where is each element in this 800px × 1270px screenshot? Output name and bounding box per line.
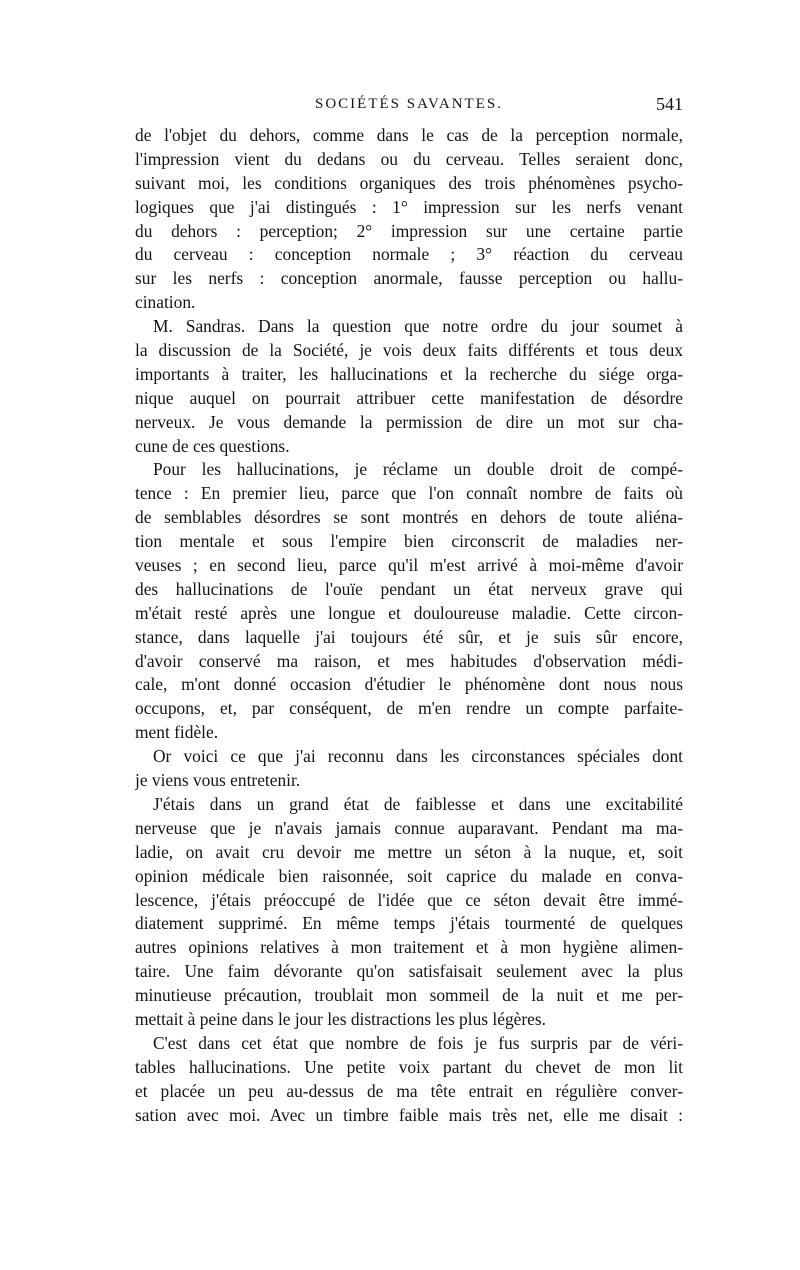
text-line: Or voici ce que j'ai reconnu dans les circonstances spéciales dont xyxy=(153,746,683,767)
text-line: sur les nerfs : conception anormale, fausse perception ou hallu- xyxy=(135,268,683,289)
text-line: C'est dans cet état que nombre de fois je fus surpris par de véri- xyxy=(153,1032,683,1053)
text-line: tion mentale et sous l'empire bien circonscrit de maladies ner- xyxy=(135,531,683,552)
text-line: m'était resté après une longue et douloureuse maladie. Cette circon- xyxy=(135,602,683,623)
text-line: la discussion de la Société, je vois deux faits différents et tous deux xyxy=(135,340,683,361)
text-line: taire. Une faim dévorante qu'on satisfaisait seulement avec la plus xyxy=(135,961,683,982)
text-line: nerveuse que je n'avais jamais connue auparavant. Pendant ma ma- xyxy=(135,817,683,838)
text-line: nique auquel on pourrait attribuer cette manifestation de désordre xyxy=(135,387,683,408)
text-line: je viens vous entretenir. xyxy=(135,770,301,791)
text-line: cale, m'ont donné occasion d'étudier le phénomène dont nous nous xyxy=(135,674,683,695)
text-line: de semblables désordres se sont montrés en dehors de toute aliéna- xyxy=(135,507,683,528)
text-line: lescence, j'étais préoccupé de l'idée que ce séton devait être immé- xyxy=(135,889,683,910)
text-line: tence : En premier lieu, parce que l'on connaît nombre de faits où xyxy=(135,483,683,504)
text-line: du cerveau : conception normale ; 3° réaction du cerveau xyxy=(135,244,683,265)
text-line: ment fidèle. xyxy=(135,722,219,743)
text-line: tables hallucinations. Une petite voix partant du chevet de mon lit xyxy=(135,1056,683,1077)
text-line: minutieuse précaution, troublait mon sommeil de la nuit et me per- xyxy=(135,985,683,1006)
text-line: des hallucinations de l'ouïe pendant un état nerveux grave qui xyxy=(135,578,683,599)
page-number: 541 xyxy=(656,94,683,114)
text-line: sation avec moi. Avec un timbre faible mais très net, elle me disait : xyxy=(135,1104,683,1125)
text-line: de l'objet du dehors, comme dans le cas de la perception normale, xyxy=(135,125,683,145)
text-line: cune de ces questions. xyxy=(135,435,290,456)
running-title: SOCIÉTÉS SAVANTES. xyxy=(315,96,503,112)
text-line: importants à traiter, les hallucinations et la recherche du siége orga- xyxy=(135,363,683,384)
text-line: ladie, on avait cru devoir me mettre un séton à la nuque, et, soit xyxy=(135,841,683,862)
text-line: veuses ; en second lieu, parce qu'il m'est arrivé à moi-même d'avoir xyxy=(135,555,683,576)
text-line: occupons, et, par conséquent, de m'en rendre un compte parfaite- xyxy=(135,698,683,719)
text-line: suivant moi, les conditions organiques des trois phénomènes psycho- xyxy=(135,172,683,193)
text-line: cination. xyxy=(135,292,196,313)
running-head xyxy=(135,92,683,116)
text-line: logiques que j'ai distingués : 1° impression sur les nerfs venant xyxy=(135,196,683,217)
text-line: l'impression vient du dedans ou du cerveau. Telles seraient donc, xyxy=(135,148,683,169)
text-line: opinion médicale bien raisonnée, soit caprice du malade en conva- xyxy=(135,865,683,886)
text-line: stance, dans laquelle j'ai toujours été sûr, et je suis sûr encore, xyxy=(135,626,683,647)
body-text xyxy=(135,124,683,1127)
text-line: et placée un peu au-dessus de ma tête entrait en régulière conver- xyxy=(135,1080,683,1101)
text-line: nerveux. Je vous demande la permission de dire un mot sur cha- xyxy=(135,411,683,432)
text-line: diatement supprimé. En même temps j'étais tourmenté de quelques xyxy=(135,913,683,934)
text-line: autres opinions relatives à mon traitement et à mon hygiène alimen- xyxy=(135,937,683,958)
text-line: M. Sandras. Dans la question que notre ordre du jour soumet à xyxy=(153,316,683,337)
text-line: Pour les hallucinations, je réclame un double droit de compé- xyxy=(153,459,683,480)
text-line: du dehors : perception; 2° impression sur une certaine partie xyxy=(135,220,683,241)
text-line: d'avoir conservé ma raison, et mes habitudes d'observation médi- xyxy=(135,650,683,671)
text-line: mettait à peine dans le jour les distractions les plus légères. xyxy=(135,1008,546,1029)
text-line: J'étais dans un grand état de faiblesse et dans une excitabilité xyxy=(153,793,683,814)
